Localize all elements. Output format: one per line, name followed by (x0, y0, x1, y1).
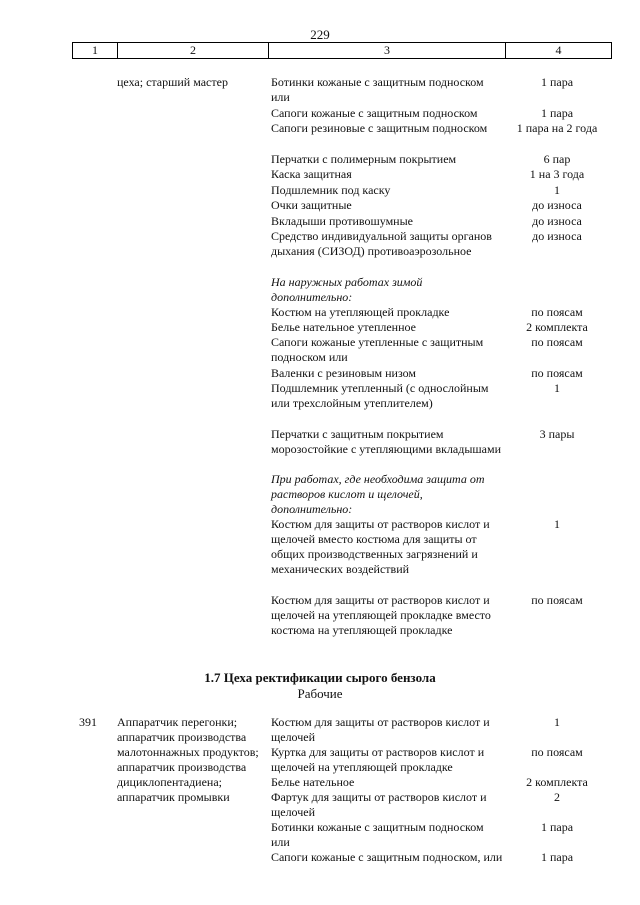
quantity-text: по поясам (531, 305, 583, 319)
quantity-text: 2 комплекта (526, 320, 588, 334)
condition-heading: На наружных работах зимой дополнительно: (271, 275, 423, 304)
quantity-text: 1 (554, 183, 560, 197)
column-header-2: 2 (118, 43, 269, 58)
quantity-text: 1 на 3 года (529, 167, 585, 181)
section-subtitle: Рабочие (297, 686, 343, 701)
profession-text: Аппаратчик перегонки; аппаратчик производства малотоннажных продуктов; аппаратчик производства дициклопентадиена; аппаратчик промывки (117, 715, 259, 804)
quantity-text: до износа (532, 214, 582, 228)
item-text: Куртка для защиты от растворов кислот и щелочей на утепляющей прокладке (271, 745, 485, 774)
item-text: Подшлемник под каску (271, 183, 391, 197)
item-text: Перчатки с защитным покрытием морозостойкие с утепляющими вкладышами (271, 427, 502, 456)
item-text: Костюм для защиты от растворов кислот и щелочей вместо костюма для защиты от общих производственных загрязнений и механических воздействий (271, 517, 490, 576)
quantity-text: 6 пар (543, 152, 571, 166)
quantity-text: 2 (554, 790, 560, 804)
item-text: Очки защитные (271, 198, 352, 212)
item-text: Ботинки кожаные с защитным подноском или (271, 820, 484, 849)
quantity-text: 1 пара (540, 820, 574, 834)
item-text: Каска защитная (271, 167, 352, 181)
quantity-text: 1 пара (540, 75, 574, 89)
column-header-1: 1 (73, 43, 118, 58)
item-text: Ботинки кожаные с защитным подноском или (271, 75, 484, 104)
item-text: Средство индивидуальной защиты органов дыхания (СИЗОД) противоаэрозольное (271, 229, 492, 258)
item-text: Фартук для защиты от растворов кислот и щелочей (271, 790, 487, 819)
item-text: Белье нательное утепленное (271, 320, 416, 334)
item-text: Сапоги кожаные утепленные с защитным подноском или (271, 335, 484, 364)
item-text: Перчатки с полимерным покрытием (271, 152, 457, 166)
item-text: Подшлемник утепленный (с однослойным или трехслойным утеплителем) (271, 381, 489, 410)
column-header-3: 3 (269, 43, 506, 58)
item-text: Сапоги кожаные с защитным подноском (271, 106, 478, 120)
quantity-text: 3 пары (539, 427, 575, 441)
quantity-text: 1 (554, 381, 560, 395)
section-title: 1.7 Цеха ректификации сырого бензола (204, 670, 436, 685)
quantity-text: 1 пара на 2 года (516, 121, 598, 135)
quantity-text: 1 пара (540, 106, 574, 120)
item-text: Валенки с резиновым низом (271, 366, 417, 380)
page-number: 229 (310, 27, 330, 42)
quantity-text: 2 комплекта (526, 775, 588, 789)
item-text: Сапоги резиновые с защитным подноском (271, 121, 488, 135)
item-text: Белье нательное (271, 775, 355, 789)
profession-text: цеха; старший мастер (117, 75, 228, 89)
quantity-text: по поясам (531, 366, 583, 380)
quantity-text: до износа (532, 198, 582, 212)
item-text: Костюм для защиты от растворов кислот и щелочей (271, 715, 490, 744)
quantity-text: по поясам (531, 335, 583, 349)
quantity-text: 1 пара (540, 850, 574, 864)
column-header-4: 4 (555, 43, 562, 57)
item-text: Костюм на утепляющей прокладке (271, 305, 450, 319)
item-text: Вкладыши противошумные (271, 214, 413, 228)
quantity-text: 1 (554, 715, 560, 729)
table-header-row (72, 42, 612, 59)
item-text: Костюм для защиты от растворов кислот и щелочей на утепляющей прокладке вместо костюма на утепляющей прокладке (271, 593, 491, 637)
condition-heading: При работах, где необходима защита от растворов кислот и щелочей, дополнительно: (271, 472, 485, 516)
row-number: 391 (79, 715, 97, 729)
quantity-text: 1 (554, 517, 560, 531)
quantity-text: по поясам (531, 745, 583, 759)
quantity-text: по поясам (531, 593, 583, 607)
item-text: Сапоги кожаные с защитным подноском, или (271, 850, 503, 864)
quantity-text: до износа (532, 229, 582, 243)
